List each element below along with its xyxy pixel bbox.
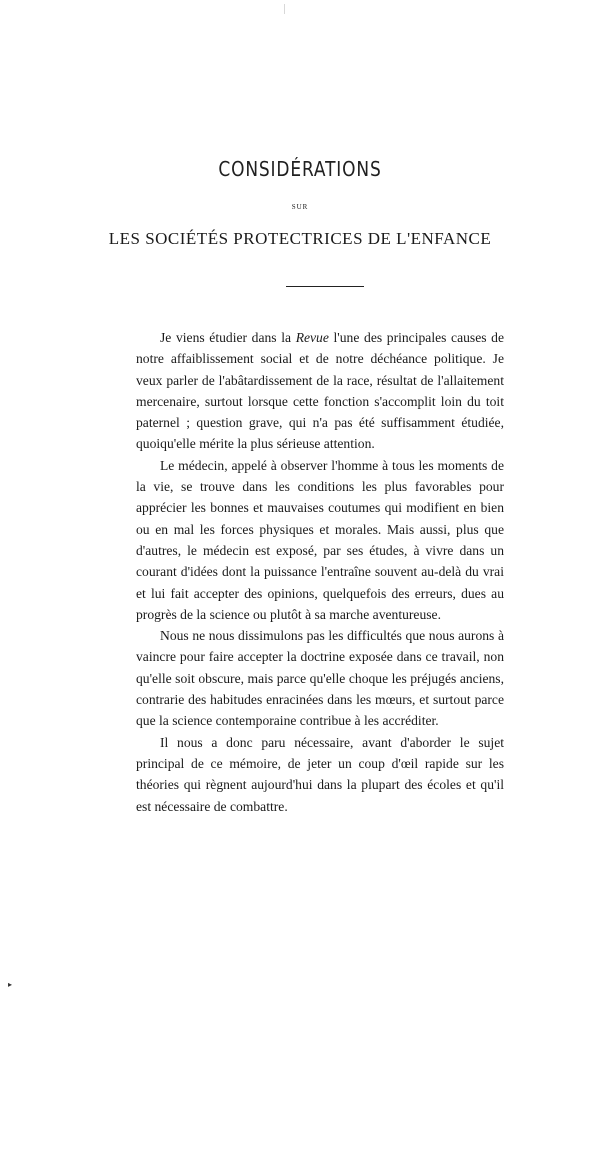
paragraph-3: Nous ne nous dissimulons pas les difficultés que nous aurons à vaincre pour faire accepter la doctrine exposée dans ce travail, non qu'elle soit obscure, mais parce qu'elle choque les préjugés anciens, contrarie des habitudes enracinées dans les mœurs, et surtout parce que la science contemporaine contribue à les accréditer. xyxy=(136,628,504,729)
title-connector: SUR xyxy=(291,203,309,211)
page-title: CONSIDÉRATIONS xyxy=(218,157,382,181)
divider-rule xyxy=(286,286,364,287)
page-subtitle: LES SOCIÉTÉS PROTECTRICES DE L'ENFANCE xyxy=(108,229,492,248)
paragraph-4: Il nous a donc paru nécessaire, avant d'aborder le sujet principal de ce mémoire, de jeter un coup d'œil rapide sur les théories qui règnent aujourd'hui dans la plupart des écoles et qu'il est nécessaire de combattre. xyxy=(136,734,504,814)
paragraph-1-start: Je viens étudier dans la xyxy=(160,330,296,345)
paragraph-1-rest: l'une des principales causes de notre affaiblissement social et de notre déchéance politique. Je veux parler de l'abâtardissement de la race, résultat de l'allaitement mercenaire, surtout lorsque cette fonction s'accomplit loin du toit paternel ; question grave, qui n'a pas été suffisamment étudiée, quoiqu'elle mérite la plus sérieuse attention. xyxy=(136,330,504,452)
paragraph-2: Le médecin, appelé à observer l'homme à tous les moments de la vie, se trouve dans les conditions les plus favorables pour apprécier les bonnes et mauvaises coutumes qui modifient en bien ou en mal les forces physiques et morales. Mais aussi, plus que d'autres, le médecin est exposé, par ses études, à vivre dans un courant d'idées dont la puissance l'entraîne souvent au-delà du vrai et lui fait accepter des opinions, quelquefois des erreurs, dues au progrès de la science ou plutôt à sa marche aventureuse. xyxy=(136,457,504,622)
body-text xyxy=(136,327,504,817)
margin-mark: ▸ xyxy=(8,980,13,989)
journal-name: Revue xyxy=(295,330,329,345)
scan-mark xyxy=(284,4,285,14)
paragraph-1 xyxy=(136,327,504,455)
